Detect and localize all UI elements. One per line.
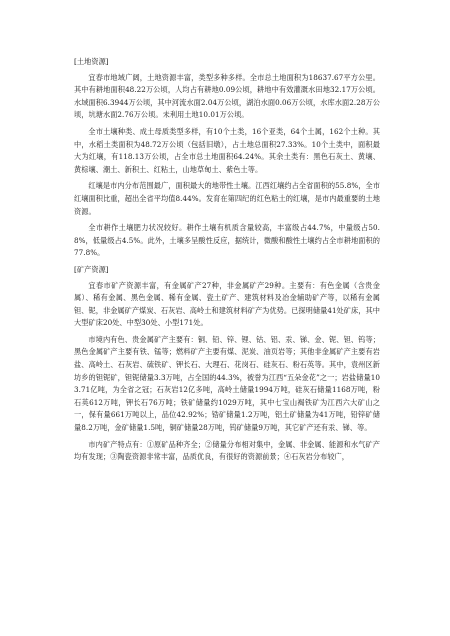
- section-heading-minerals: [矿产资源]: [74, 264, 109, 274]
- document-body: [74, 56, 380, 468]
- section-heading-land: [土地资源]: [74, 57, 109, 66]
- paragraph-mineral-features: 市内矿产特点有：①原矿品种齐全；②储量分布相对集中，金属、非金属、能源和水气矿产均有发现；③陶瓷资源非常丰富，品质优良，有很好的资源前景；④石灰岩分布较广，: [74, 439, 380, 462]
- paragraph-mineral-overview: 宜春市矿产资源丰富，有金属矿产27种，非金属矿产29种。主要有：有色金属（含贵金属）、稀有金属、黑色金属、稀有金属、瓷土矿产、建筑材料及冶金辅助矿产等，以稀有金属钽、铌，非金属矿产煤炭、石灰岩、高岭土和建筑材料矿产为优势。已探明储量41处矿床，其中大型矿床20处、中型30处、小型171处。: [74, 280, 380, 328]
- paragraph-soil-fertility: 全市耕作土壤肥力状况较好。耕作土壤有机质含量较高，丰富级占44.7%，中量级占50.8%，低量级占4.5%。此外，土壤多呈酸性反应，据统计，微酸和酸性土壤约占全市耕地面积的77.8%。: [74, 223, 380, 258]
- paragraph-red-soil: 红壤是市内分布范围最广，面积最大的地带性土壤。江西红壤约占全省面积的55.8%，全市红壤面积比重，超出全省平均值8.44%。发育在第四纪的红色粘土的红壤，是市内最重要的土地资源。: [74, 181, 380, 216]
- land-resources-section: [74, 56, 380, 260]
- mineral-resources-section: [74, 264, 380, 464]
- paragraph-mineral-details: 市境内有色、贵金属矿产主要有：铜、铅、锌、锂、钴、铝、汞、锑、金、铌、钽、钨等；黑色金属矿产主要有铁、锰等；燃料矿产主要有煤、泥炭、油页岩等；其他非金属矿产主要有岩盐、高岭土、石灰岩、硫铁矿、钾长石、大理石、花岗石、硅灰石、粉石英等。其中，袁州区新坊乡的钽铌矿，钽铌储量3.3万吨，占全国的44.3%，被誉为江西“五朵金花”之一；岩盐储量103.71亿吨，为全省之冠；石灰岩12亿多吨，高岭土储量1994万吨，硅灰石储量1168万吨，粉石英612万吨，钾长石76万吨；铁矿储量约1029万吨，其中七宝山褐铁矿为江西六大矿山之一，保有量661万吨以上，品位42.92%；锆矿储量1.2万吨，铝土矿储量为41万吨，铅锌矿储量8.2万吨，金矿储量1.5吨，铜矿储量28万吨，钨矿储量9万吨，其它矿产还有汞、锑、等。: [74, 334, 380, 433]
- paragraph-land-overview: 宜春市地域广阔，土地资源丰富，类型多种多样。全市总土地面积为18637.67平方公里。其中有耕地面积48.22万公顷，人均占有耕地0.09公顷，耕地中有效灌溉水田地32.17万公顷。水域面积6.3944万公顷，其中河流水面2.04万公顷，湖泊水面0.06万公顷，水库水面2.28万公顷，坑塘水面2.76万公顷。未利用土地10.01万公顷。: [74, 72, 380, 120]
- paragraph-soil-types: 全市土壤种类、成土母质类型多样，有10个土类，16个亚类，64个土属，162个土种。其中，水稻土类面积为48.72万公顷（包括旧墩），占土地总面积27.33%。10个土类中，面积最大为红壤，有118.13万公顷，占全市总土地面积64.24%。其余土类有：黑色石灰土、黄壤、黄棕壤、潮土、新积土、红粘土，山地草甸土、紫色土等。: [74, 126, 380, 174]
